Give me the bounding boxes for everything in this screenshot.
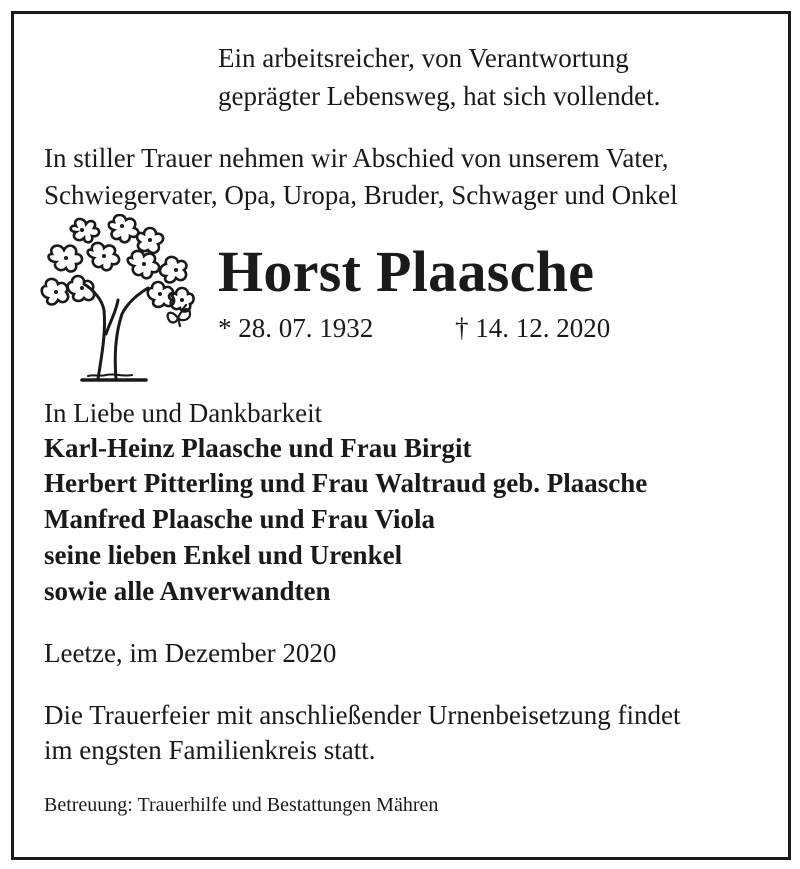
family-member: Karl-Heinz Plaasche und Frau Birgit [44, 433, 472, 463]
mourning-line-2: Schwiegervater, Opa, Uropa, Bruder, Schwager und Onkel [44, 180, 678, 210]
family-intro: In Liebe und Dankbarkeit [44, 398, 323, 428]
family-member: Herbert Pitterling und Frau Waltraud geb. Plaasche [44, 468, 648, 498]
intro-line-1: Ein arbeitsreicher, von Verantwortung [218, 43, 629, 73]
deceased-name: Horst Plaasche [218, 239, 595, 304]
mourning-line-1: In stiller Trauer nehmen wir Abschied von unserem Vater, [44, 143, 669, 173]
family-member: sowie alle Anverwandten [44, 576, 331, 606]
family-member: seine lieben Enkel und Urenkel [44, 540, 403, 570]
death-date: † 14. 12. 2020 [455, 313, 611, 343]
family-member: Manfred Plaasche und Frau Viola [44, 504, 436, 534]
butterfly-icon [164, 304, 194, 330]
tree-icon [36, 214, 196, 389]
birth-date: * 28. 07. 1932 [218, 313, 374, 343]
ceremony-line-2: im engsten Familienkreis statt. [44, 735, 376, 765]
ceremony-line-1: Die Trauerfeier mit anschließender Urnenbeisetzung findet [44, 700, 681, 730]
place-date: Leetze, im Dezember 2020 [44, 638, 337, 668]
intro-line-2: geprägter Lebensweg, hat sich vollendet. [218, 81, 661, 111]
footer-credit: Betreuung: Trauerhilfe und Bestattungen Mähren [44, 794, 439, 816]
